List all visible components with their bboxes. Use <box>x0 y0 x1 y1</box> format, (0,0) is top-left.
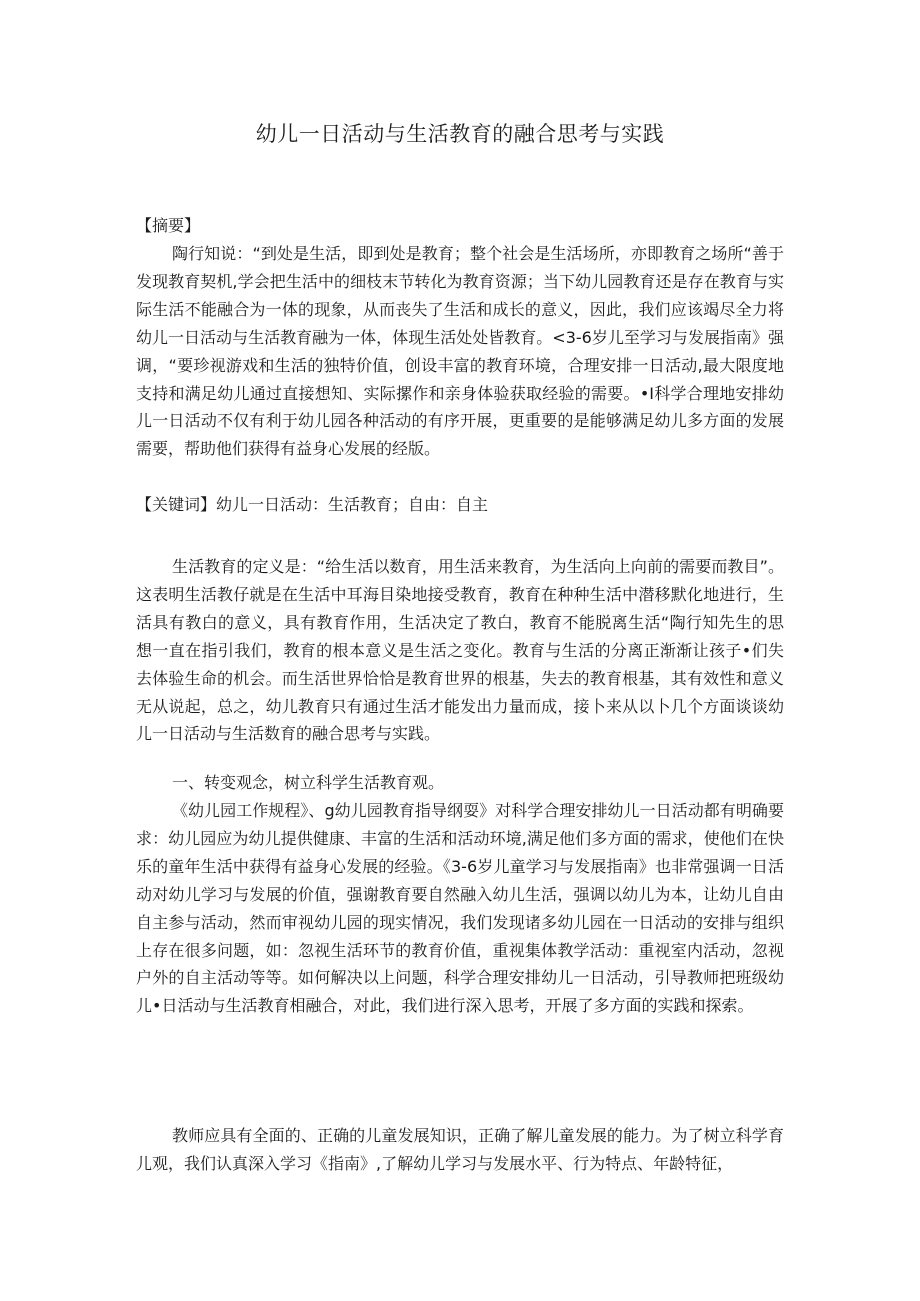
teachers-paragraph: 教师应具有全面的、正确的儿童发展知识，正确了解儿童发展的能力。为了树立科学育儿观，我们认真深入学习《指南》,了解幼儿学习与发展水平、行为特点、年龄特征， <box>136 1126 784 1173</box>
keywords-line: 【关键词】幼儿一日活动：生活教育；自由：自主 <box>136 495 489 514</box>
document-title: 幼儿一日活动与生活教育的融合思考与实践 <box>255 122 665 146</box>
definition-paragraph: 生活教育的定义是：“给生活以数育，用生活来教育，为生活向上向前的需要而教目”。这表明生活教仔就是在生活中耳海目染地接受教育，教育在种种生活中潜移默化地进行，生活具有教白的意义，具有教育作用，生活决定了教白，教育不能脱离生活“陶行知先生的思想一直在指引我们，教育的根本意义是生活之变化。教育与生活的分离正渐渐让孩子•们失去体验生命的机会。而生活世界恰恰是教育世界的根基，失去的教育根基，其有效性和意义无从说起，总之，幼儿教育只有通过生活才能发出力量而成，接卜来从以卜几个方面谈谈幼儿一日活动与生活数育的融合思考与实践。 <box>136 557 784 744</box>
abstract-label: 【摘要】 <box>136 216 201 235</box>
regulations-paragraph: 《幼儿园工作规程》、g幼儿园教育指导纲耍》对科学合理安排幼儿一日活动都有明确要求：幼儿园应为幼儿提供健康、丰富的生活和活动环境,满足他们多方面的需求，使他们在快乐的童年生活中获得有益身心发展的经验。《3-6岁儿童学习与发展指南》也非常强调一日活动对幼儿学习与发展的价值，强谢教育要自然融入幼儿生活，强调以幼儿为本，让幼儿自由自主参与活动，然而审视幼儿园的现实情况，我们发现诸多幼儿园在一日活动的安排与组织上存在很多问题，如：忽视生活环节的教育价值，重视集体教学活动：重视室内活动，忽视户外的自主活动等等。如何解决以上问题，科学合理安排幼儿一日活动，引导教师把班级幼儿•日活动与生活教育相融合，对此，我们进行深入思考，开展了多方面的实践和探索。 <box>136 801 784 1016</box>
section-heading: 一、转变观念，树立科学生活教育观。 <box>172 773 445 792</box>
abstract-paragraph: 陶行知说：“到处是生活，即到处是教育；整个社会是生活场所，亦即教育之场所“善于发现教育契机,学会把生活中的细枝末节转化为教育资源；当下幼儿园教育还是存在教育与实际生活不能融合为一体的现象，从而丧失了生活和成长的意义，因此，我们应该竭尽全力将幼儿一日活动与生活教育融为一体，体现生活处处皆教育。<3-6岁儿至学习与发展指南》强调，“要珍视游戏和生活的独特价值，创设丰富的教育环境，合理安排一日活动,最大限度地支持和满足幼儿通过直接想知、实际摞作和亲身体验获取经验的需要。•I科学合理地安排幼儿一日活动不仅有利于幼儿园各种活动的有序开展，更重要的是能够满足幼儿多方面的发展需要，帮助他们获得有益身心发展的经版。 <box>136 244 784 459</box>
